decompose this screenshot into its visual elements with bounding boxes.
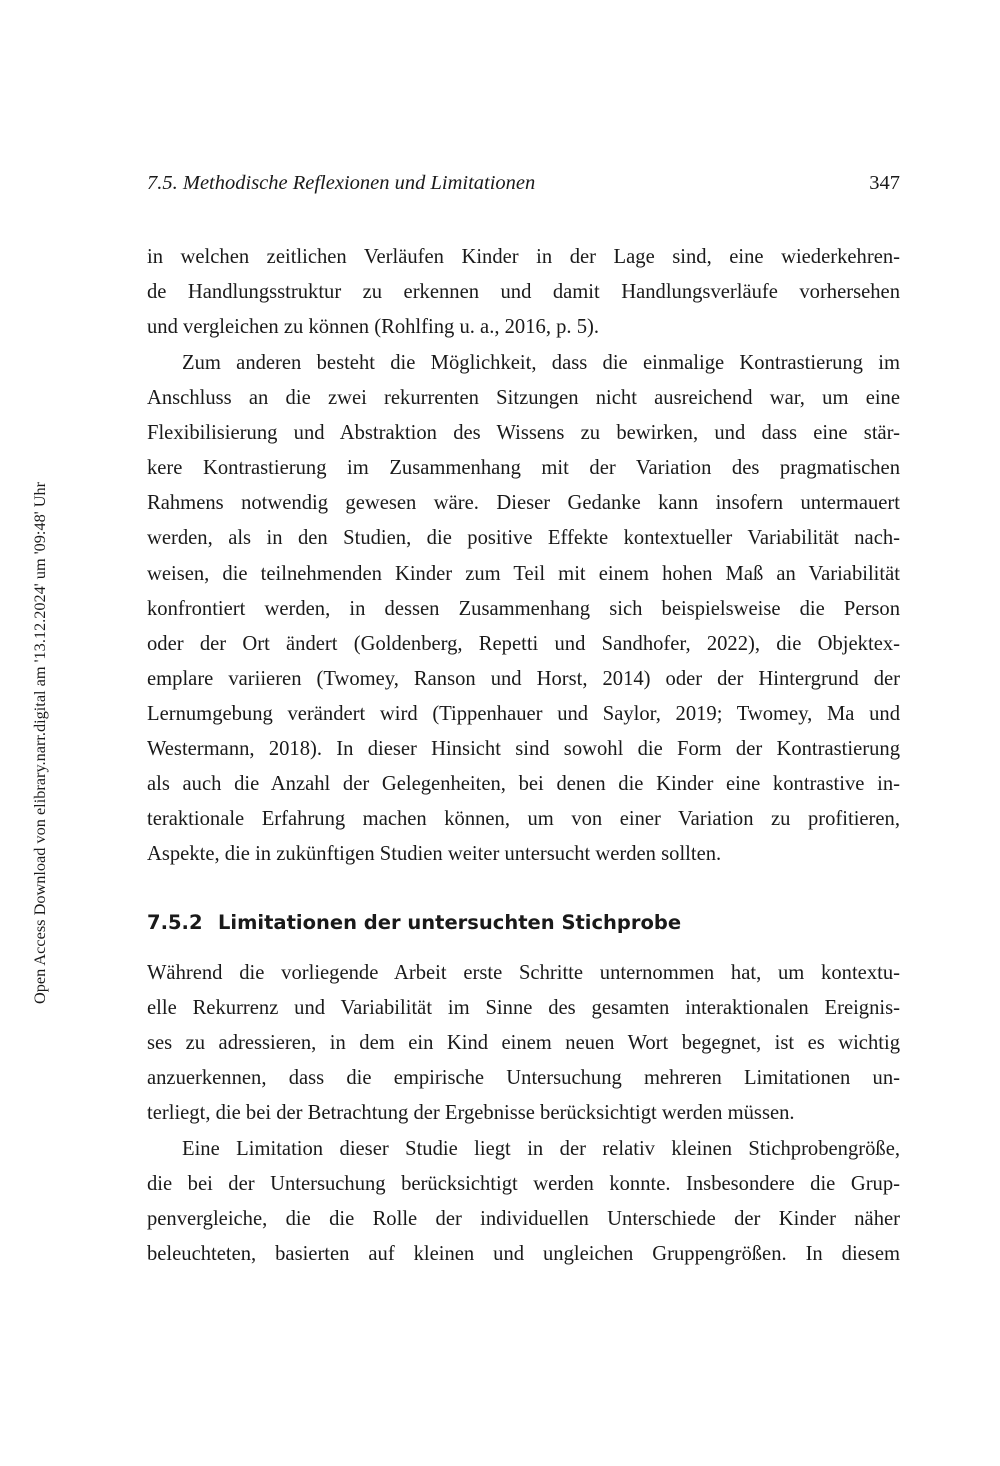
text-line: penvergleiche, die die Rolle der individuellen Unterschiede der Kinder näher [147,1208,900,1231]
text-line: Flexibilisierung und Abstraktion des Wissens zu bewirken, und dass eine stär- [147,422,900,445]
text-line: Anschluss an die zwei rekurrenten Sitzungen nicht ausreichend war, um eine [147,387,900,410]
text-line: Rahmens notwendig gewesen wäre. Dieser Gedanke kann insofern untermauert [147,492,900,515]
download-watermark [25,481,55,1005]
text-line: elle Rekurrenz und Variabilität im Sinne des gesamten interaktionalen Ereignis- [147,997,900,1020]
text-line: anzuerkennen, dass die empirische Untersuchung mehreren Limitationen un- [147,1067,900,1090]
text-line: die bei der Untersuchung berücksichtigt werden konnte. Insbesondere die Grup- [147,1173,900,1196]
paragraph-contrast [147,346,900,872]
text-line: Während die vorliegende Arbeit erste Schritte unternommen hat, um kontextu- [147,962,900,984]
section-title: Limitationen der untersuchten Stichprobe [218,911,682,934]
text-line: als auch die Anzahl der Gelegenheiten, bei denen die Kinder eine kontrastive in- [147,773,900,796]
text-line: und vergleichen zu können (Rohlfing u. a., 2016, p. 5). [147,316,600,339]
text-line: beleuchteten, basierten auf kleinen und ungleichen Gruppengrößen. In diesem [147,1243,900,1266]
download-watermark-text: Open Access Download von elibrary.narr.digital am '13.12.2024' um '09:48' Uhr [30,481,49,1005]
text-line: Lernumgebung verändert wird (Tippenhauer und Saylor, 2019; Twomey, Ma und [147,702,900,725]
section-heading [147,906,900,940]
text-line: in welchen zeitlichen Verläufen Kinder in der Lage sind, eine wiederkehren- [147,246,900,268]
text-line: teraktionale Erfahrung machen können, um von einer Variation zu profitieren, [147,808,900,831]
section-number: 7.5.2 [147,911,203,934]
text-line: emplare variieren (Twomey, Ranson und Horst, 2014) oder der Hintergrund der [147,667,900,690]
text-line: de Handlungsstruktur zu erkennen und damit Handlungsverläufe vorhersehen [147,281,900,304]
paragraph-sample-size [147,1132,900,1272]
text-line: oder der Ort ändert (Goldenberg, Repetti und Sandhofer, 2022), die Objektex- [147,632,900,655]
text-line: Westermann, 2018). In dieser Hinsicht sind sowohl die Form der Kontrastierung [147,738,900,761]
text-line: ses zu adressieren, in dem ein Kind einem neuen Wort begegnet, ist es wichtig [147,1032,900,1055]
paragraph-limitations-intro [147,956,900,1131]
text-line: weisen, die teilnehmenden Kinder zum Teil mit einem hohen Maß an Variabilität [147,562,900,585]
running-title: 7.5. Methodische Reflexionen und Limitationen [147,172,536,194]
page-number: 347 [869,172,900,194]
paragraph-continuation [147,240,900,345]
text-line: werden, als in den Studien, die positive Effekte kontextueller Variabilität nach- [147,527,900,550]
text-line: Aspekte, die in zukünftigen Studien weiter untersucht werden sollten. [147,843,722,866]
running-header [147,168,900,198]
text-line: konfrontiert werden, in dessen Zusammenhang sich beispielsweise die Person [147,597,900,620]
text-line: terliegt, die bei der Betrachtung der Ergebnisse berücksichtigt werden müssen. [147,1102,795,1125]
text-line: kere Kontrastierung im Zusammenhang mit der Variation des pragmatischen [147,457,900,480]
text-line: Eine Limitation dieser Studie liegt in der relativ kleinen Stichprobengröße, [182,1138,900,1160]
text-line: Zum anderen besteht die Möglichkeit, dass die einmalige Kontrastierung im [182,352,900,374]
